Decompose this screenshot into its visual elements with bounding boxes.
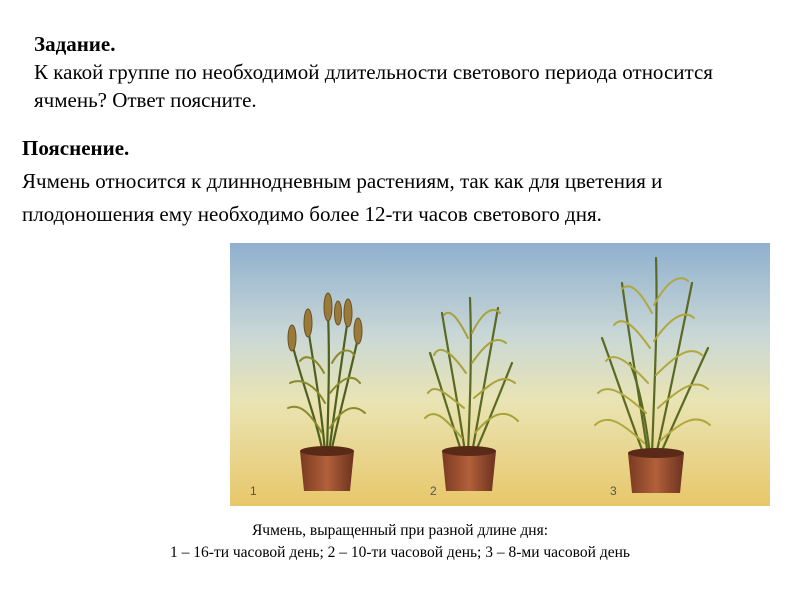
plant-label-3: 3	[610, 484, 617, 498]
plant-label-2: 2	[430, 484, 437, 498]
caption-line-1: Ячмень, выращенный при разной длине дня:	[251, 522, 549, 539]
caption-line-2: 1 – 16-ти часовой день; 2 – 10-ти часовой день; 3 – 8-ми часовой день	[170, 544, 630, 561]
task-text: К какой группе по необходимой длительности светового периода относится ячмень? Ответ поясните.	[34, 60, 713, 112]
plant-label-1: 1	[250, 484, 257, 498]
explanation-block	[22, 132, 762, 231]
barley-illustration	[230, 243, 770, 506]
figure-caption	[0, 520, 800, 564]
explanation-heading: Пояснение.	[22, 136, 130, 160]
task-block	[34, 30, 754, 114]
explanation-text: Ячмень относится к длиннодневным растениям, так как для цветения и плодоношения ему необходимо более 12-ти часов светового дня.	[22, 169, 663, 226]
task-heading: Задание.	[34, 32, 116, 56]
barley-plants-image	[230, 243, 770, 506]
